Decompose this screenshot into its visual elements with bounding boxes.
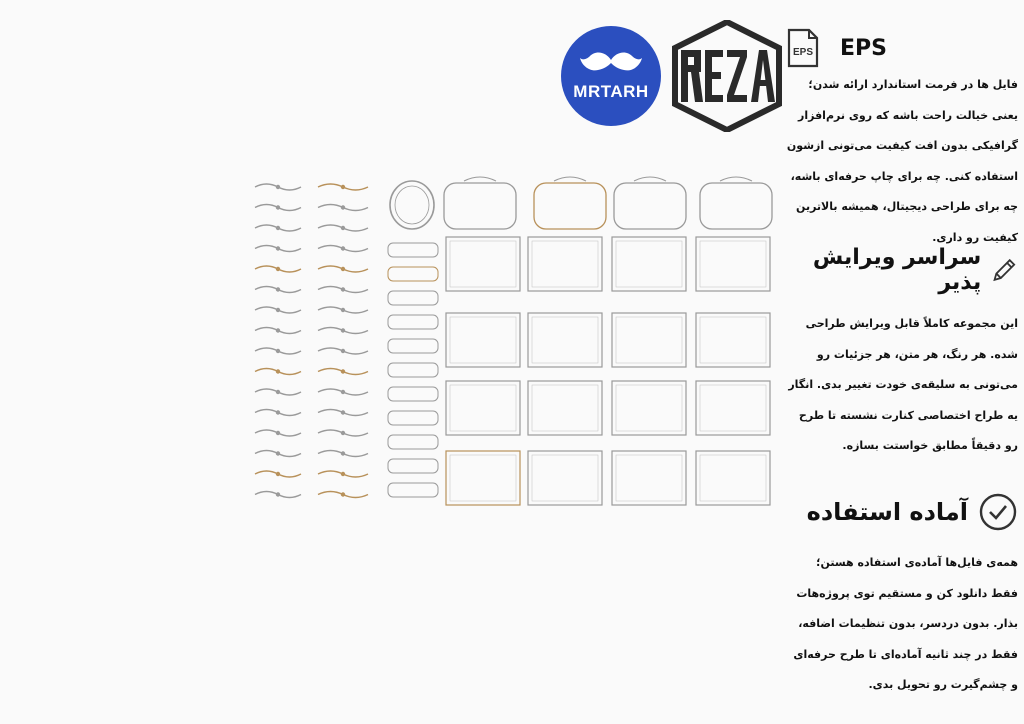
ornament-frame-top	[444, 183, 516, 229]
ornament-frame-inner	[532, 385, 598, 431]
mustache-icon	[580, 50, 642, 76]
ornament-frame-top	[700, 183, 772, 229]
ornament-frame	[528, 237, 602, 291]
section-eps	[786, 28, 1018, 253]
ornament-frame-crest	[554, 177, 586, 181]
section-editable-title: سراسر ویرایش پذیر	[812, 245, 982, 295]
ornament-frame	[528, 381, 602, 435]
ornament-oval-inner	[395, 186, 429, 224]
ornament-banner	[388, 243, 438, 257]
ornament-frame	[528, 451, 602, 505]
ornament-dot	[276, 185, 280, 189]
mrtarh-logo-text: MRTARH	[573, 82, 649, 101]
ornament-dot	[341, 410, 345, 414]
ornament-frame	[528, 313, 602, 367]
ornament-frame-crest	[720, 177, 752, 181]
section-ready-title: آماده استفاده	[806, 498, 968, 526]
ornament-dot	[276, 369, 280, 373]
ornament-dot	[276, 472, 280, 476]
ornament-frame	[612, 237, 686, 291]
ornament-banner	[388, 267, 438, 281]
ornament-frames-image	[248, 175, 778, 510]
ornament-frame-inner	[532, 455, 598, 501]
ornament-banner	[388, 339, 438, 353]
section-editable	[786, 245, 1018, 462]
ornament-banner	[388, 291, 438, 305]
ornament-banner	[388, 315, 438, 329]
ornament-frame	[446, 381, 520, 435]
ornament-frame-top	[614, 183, 686, 229]
section-ready-header	[786, 492, 1018, 532]
ornament-frame	[696, 451, 770, 505]
ornament-frame-inner	[616, 241, 682, 287]
ornament-dot	[341, 205, 345, 209]
reza-logo	[671, 20, 783, 132]
ornament-frame	[446, 237, 520, 291]
ornament-banner	[388, 459, 438, 473]
svg-text:EPS: EPS	[792, 47, 814, 58]
ornament-frame	[612, 381, 686, 435]
ornament-frame-inner	[700, 455, 766, 501]
ornament-dot	[276, 431, 280, 435]
section-ready-body: همه‌ی فایل‌ها آماده‌ی استفاده هستن؛ فقط دانلود کن و مستقیم توی پروژه‌هات بذار. بدون دردسر، بدون تنظیمات اضافه، فقط در چند ثانیه آماده‌ای تا طرح حرفه‌ای و چشم‌گیرت رو تحویل بدی.	[793, 556, 1018, 691]
ornament-frame-crest	[634, 177, 666, 181]
ornament-dot	[341, 492, 345, 496]
ornament-frame-inner	[700, 241, 766, 287]
ornament-dot	[276, 410, 280, 414]
ornament-frame-crest	[464, 177, 496, 181]
ornament-dot	[341, 431, 345, 435]
ornament-dot	[276, 226, 280, 230]
ornament-frame	[446, 451, 520, 505]
ornament-banner	[388, 387, 438, 401]
ornament-dot	[276, 308, 280, 312]
ornament-dot	[276, 390, 280, 394]
ornament-dot	[341, 472, 345, 476]
ornament-frame-inner	[616, 317, 682, 363]
ornament-banner	[388, 435, 438, 449]
ornament-frame	[696, 381, 770, 435]
section-eps-body: فایل ها در فرمت استاندارد ارائه شدن؛ یعنی خیالت راحت باشه که روی نرم‌افزار گرافیکی بدون افت کیفیت می‌تونی ازشون استفاده کنی. چه برای چاپ حرفه‌ای باشه، چه برای طراحی دیجیتال، همیشه بالاترین کیفیت رو داری.	[786, 78, 1018, 244]
ornament-frame	[612, 313, 686, 367]
ornament-dot	[341, 287, 345, 291]
ornament-dot	[341, 369, 345, 373]
ornament-frame-inner	[450, 385, 516, 431]
ornament-dot	[341, 246, 345, 250]
ornament-dot	[276, 349, 280, 353]
check-circle-icon	[978, 492, 1018, 532]
mrtarh-logo	[561, 26, 661, 126]
section-eps-header	[786, 28, 1018, 68]
ornament-frame-inner	[700, 317, 766, 363]
ornament-dot	[276, 205, 280, 209]
section-editable-header	[786, 245, 1018, 295]
ornament-dot	[276, 287, 280, 291]
ornament-dot	[276, 246, 280, 250]
ornament-frame-top	[534, 183, 606, 229]
ornament-frame-inner	[616, 455, 682, 501]
ornament-gallery	[248, 175, 778, 510]
ornament-oval-frame	[390, 181, 434, 229]
ornament-frame-inner	[700, 385, 766, 431]
ornament-dot	[341, 185, 345, 189]
ornament-dot	[276, 267, 280, 271]
eps-file-icon	[786, 28, 820, 68]
section-editable-body: این مجموعه کاملاً قابل ویرایش طراحی شده. هر رنگ، هر متن، هر جزئیات رو می‌تونی به سلیقه‌ی خودت تغییر بدی. انگار یه طراح اختصاصی کنارت نشسته تا طرح رو دقیقاً مطابق خواستت بسازه.	[788, 317, 1018, 452]
ornament-frame-inner	[616, 385, 682, 431]
ornament-banner	[388, 411, 438, 425]
ornament-frame-inner	[532, 241, 598, 287]
ornament-banner	[388, 483, 438, 497]
section-eps-title: EPS	[840, 35, 887, 61]
ornament-dot	[341, 390, 345, 394]
ornament-frame	[696, 237, 770, 291]
ornament-frame	[446, 313, 520, 367]
ornament-dot	[341, 349, 345, 353]
ornament-dot	[341, 226, 345, 230]
ornament-dot	[341, 451, 345, 455]
section-ready	[786, 492, 1018, 701]
ornament-dot	[341, 308, 345, 312]
ornament-frame	[612, 451, 686, 505]
ornament-dot	[276, 492, 280, 496]
ornament-dot	[341, 328, 345, 332]
ornament-frame	[696, 313, 770, 367]
ornament-frame-inner	[450, 241, 516, 287]
ornament-dot	[276, 451, 280, 455]
ornament-frame-inner	[532, 317, 598, 363]
ornament-dot	[276, 328, 280, 332]
pencil-icon	[991, 255, 1018, 285]
ornament-banner	[388, 363, 438, 377]
ornament-frame-inner	[450, 317, 516, 363]
ornament-frame-inner	[450, 455, 516, 501]
ornament-dot	[341, 267, 345, 271]
